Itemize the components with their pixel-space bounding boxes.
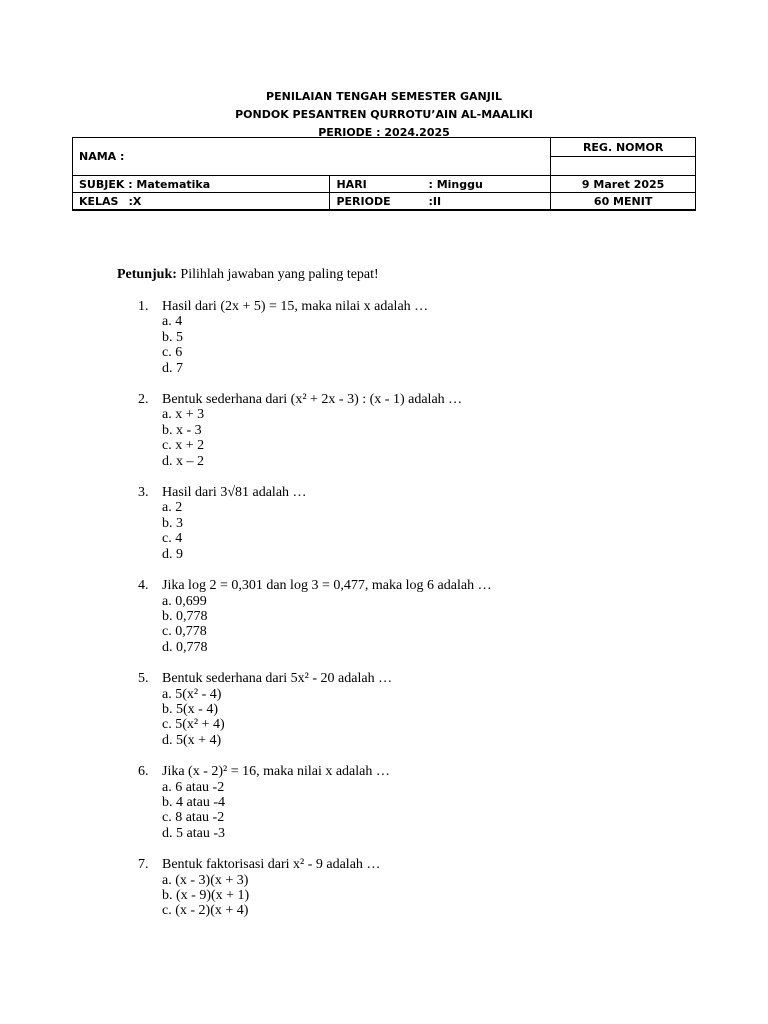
header-title: PENILAIAN TENGAH SEMESTER GANJIL xyxy=(266,90,502,103)
instruction-text: Pilihlah jawaban yang paling tepat! xyxy=(176,267,379,282)
question-body xyxy=(162,485,698,562)
date-cell: 9 Maret 2025 xyxy=(551,176,696,193)
answer-option[interactable]: c. (x - 2)(x + 4) xyxy=(162,903,249,919)
answer-option[interactable]: d. x – 2 xyxy=(162,453,204,469)
answer-option[interactable]: b. 3 xyxy=(162,515,183,531)
question-text: Bentuk faktorisasi dari x² - 9 adalah … xyxy=(162,857,381,873)
answer-option[interactable]: d. 0,778 xyxy=(162,639,208,655)
question-item xyxy=(138,578,698,655)
name-label: NAMA : xyxy=(79,150,125,163)
question-body xyxy=(162,392,698,469)
question-text: Bentuk sederhana dari (x² + 2x - 3) : (x - 1) adalah … xyxy=(162,392,463,408)
name-cell[interactable] xyxy=(73,138,551,176)
question-item xyxy=(138,299,698,376)
answer-option[interactable]: a. 4 xyxy=(162,314,183,330)
question-item xyxy=(138,485,698,562)
answer-option[interactable]: c. x + 2 xyxy=(162,438,205,454)
answer-option[interactable]: b. 5(x - 4) xyxy=(162,701,218,717)
question-text: Hasil dari 3√81 adalah … xyxy=(162,485,307,501)
instruction-label: Petunjuk: xyxy=(117,267,177,282)
question-body xyxy=(162,578,698,655)
answer-option[interactable]: c. 0,778 xyxy=(162,624,207,640)
question-body xyxy=(162,299,698,376)
answer-option[interactable]: c. 6 xyxy=(162,345,183,361)
question-text: Jika (x - 2)² = 16, maka nilai x adalah … xyxy=(162,764,390,780)
header-period: PERIODE : 2024.2025 xyxy=(318,126,450,139)
answer-option[interactable]: b. 5 xyxy=(162,329,183,345)
question-list xyxy=(138,299,698,935)
duration-cell: 60 MENIT xyxy=(551,193,696,211)
answer-option[interactable]: d. 5(x + 4) xyxy=(162,732,222,748)
answer-option[interactable]: d. 7 xyxy=(162,360,183,376)
question-body xyxy=(162,671,698,748)
question-item xyxy=(138,857,698,919)
instructions xyxy=(117,266,379,284)
answer-option[interactable]: b. (x - 9)(x + 1) xyxy=(162,888,250,903)
question-number: 5. xyxy=(138,671,149,687)
answer-option[interactable]: b. 4 atau -4 xyxy=(162,794,225,810)
answer-option[interactable]: d. 5 atau -3 xyxy=(162,825,225,841)
question-text: Jika log 2 = 0,301 dan log 3 = 0,477, maka log 6 adalah … xyxy=(162,578,492,594)
question-item xyxy=(138,671,698,748)
class-label: KELAS xyxy=(79,194,119,208)
answer-option[interactable]: a. 5(x² - 4) xyxy=(162,686,222,702)
header-school: PONDOK PESANTREN QURROTU’AIN AL-MAALIKI xyxy=(235,108,533,121)
reg-number-label: REG. NOMOR xyxy=(551,138,696,157)
exam-header xyxy=(0,88,768,142)
answer-option[interactable]: c. 5(x² + 4) xyxy=(162,717,225,733)
question-number: 1. xyxy=(138,299,149,314)
exam-info-table xyxy=(72,137,696,211)
subject-cell: SUBJEK : Matematika xyxy=(73,176,330,193)
reg-number-value[interactable] xyxy=(551,157,696,176)
period-value: :II xyxy=(428,194,442,208)
class-value: :X xyxy=(128,194,142,208)
question-item xyxy=(138,392,698,469)
question-body xyxy=(162,764,698,841)
class-cell xyxy=(73,193,330,211)
question-number: 7. xyxy=(138,857,149,873)
day-label: HARI xyxy=(336,177,367,191)
answer-option[interactable]: d. 9 xyxy=(162,546,183,562)
question-number: 3. xyxy=(138,485,149,501)
answer-option[interactable]: b. x - 3 xyxy=(162,422,202,438)
answer-option[interactable]: a. 0,699 xyxy=(162,593,207,609)
question-number: 4. xyxy=(138,578,149,594)
question-text: Hasil dari (2x + 5) = 15, maka nilai x adalah … xyxy=(162,299,429,314)
day-value: : Minggu xyxy=(428,177,483,191)
answer-option[interactable]: b. 0,778 xyxy=(162,608,208,624)
answer-option[interactable]: a. (x - 3)(x + 3) xyxy=(162,872,249,888)
answer-option[interactable]: a. x + 3 xyxy=(162,407,205,423)
question-number: 6. xyxy=(138,764,149,780)
question-number: 2. xyxy=(138,392,149,408)
answer-option[interactable]: a. 6 atau -2 xyxy=(162,779,225,795)
answer-option[interactable]: c. 4 xyxy=(162,531,183,547)
answer-option[interactable]: c. 8 atau -2 xyxy=(162,810,225,826)
day-cell xyxy=(330,176,551,193)
question-item xyxy=(138,764,698,841)
question-text: Bentuk sederhana dari 5x² - 20 adalah … xyxy=(162,671,393,687)
period-cell xyxy=(330,193,551,211)
period-label: PERIODE xyxy=(336,194,391,208)
answer-option[interactable]: a. 2 xyxy=(162,500,183,516)
question-body xyxy=(162,857,698,919)
